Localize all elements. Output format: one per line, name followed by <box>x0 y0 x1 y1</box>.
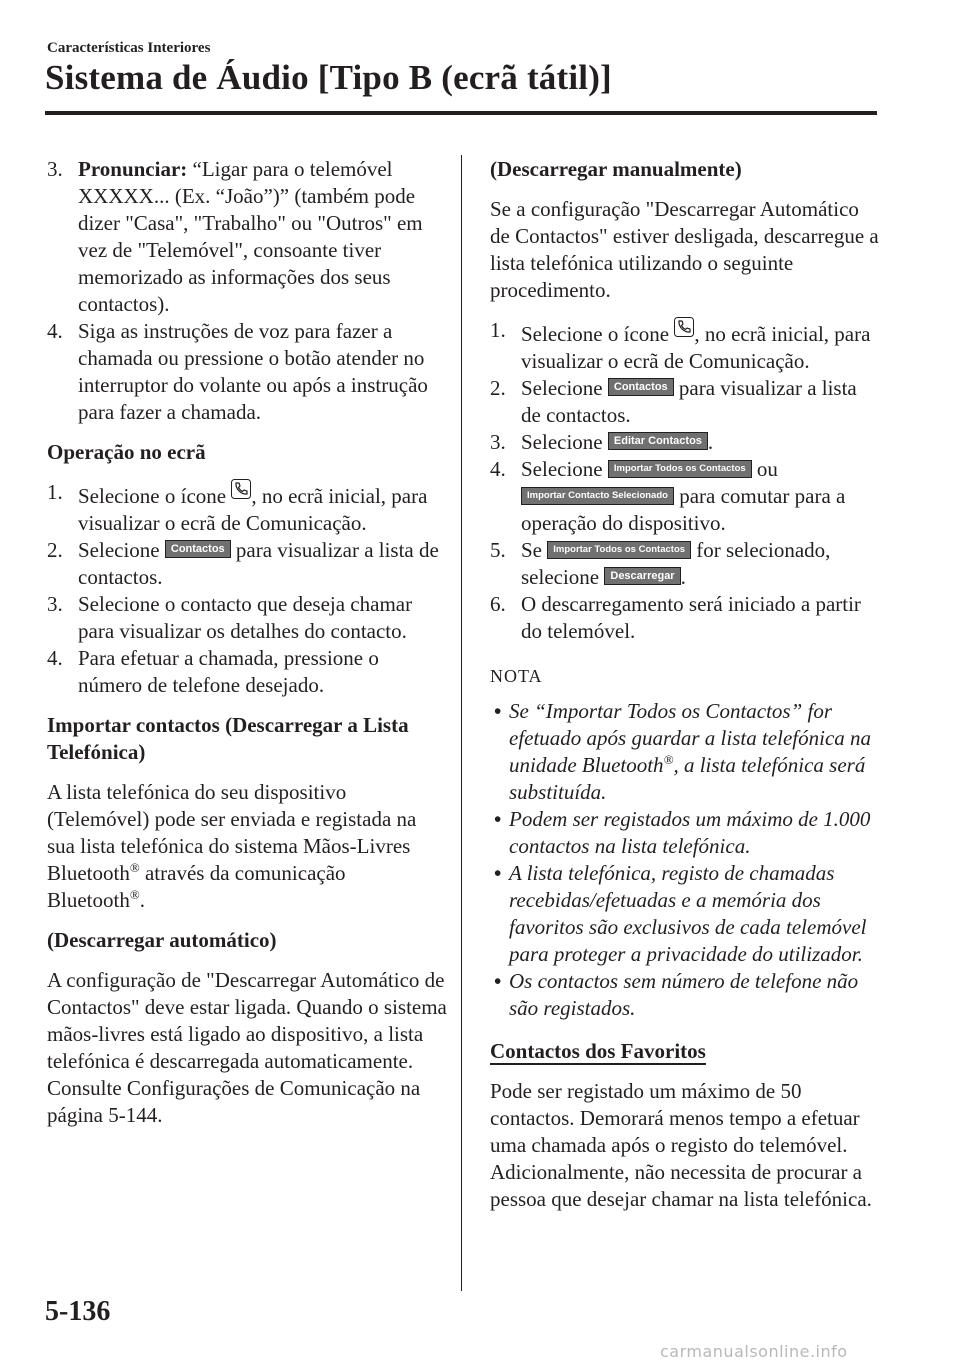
auto-paragraph: A configuração de "Descarregar Automático de Contactos" deve estar ligada. Quando o sistema mãos-livres está ligado ao dispositivo, a lista telefónica é descarregada automaticamente. <box>47 968 447 1073</box>
step-text: Selecione <box>521 430 608 454</box>
note-text: A lista telefónica, registo de chamadas recebidas/efetuadas e a memória dos favoritos são exclusivos de cada telemóvel para proteger a privacidade do utilizador. <box>509 861 867 966</box>
descarregar-button[interactable]: Descarregar <box>604 567 680 585</box>
screen-step-3 <box>47 591 447 645</box>
import-paragraph <box>47 779 447 914</box>
step-number: 4. <box>47 646 63 670</box>
step-number: 3. <box>47 157 63 181</box>
step-number: 2. <box>47 538 63 562</box>
paragraph-text: A lista telefónica do seu dispositivo (Telemóvel) pode ser enviada e registada na sua lista telefónica do sistema Mãos-Livres Bluetooth <box>47 780 417 885</box>
step-number: 4. <box>490 457 506 481</box>
manual-step-5 <box>490 537 880 591</box>
step-text: Para efetuar a chamada, pressione o número de telefone desejado. <box>78 646 379 697</box>
manual-step-6 <box>490 591 880 645</box>
importar-todos-button[interactable]: Importar Todos os Contactos <box>608 460 752 478</box>
auto-reference: Consulte Configurações de Comunicação na página 5-144. <box>47 1076 421 1127</box>
note-item <box>490 968 880 1022</box>
contactos-button[interactable]: Contactos <box>165 540 231 558</box>
step-number: 3. <box>47 592 63 616</box>
favorites-paragraph: Pode ser registado um máximo de 50 contactos. Demorará menos tempo a efetuar uma chamada após o registo do telemóvel. Adicionalmente, não necessita de procurar a pessoa que desejar chamar na lista telefónica. <box>490 1079 872 1211</box>
column-divider <box>461 155 462 1291</box>
step-number: 2. <box>490 376 506 400</box>
manual-step-4 <box>490 456 880 537</box>
note-list <box>490 698 880 1022</box>
bullet-icon: • <box>494 861 502 885</box>
note-item <box>490 698 880 806</box>
importar-selecionado-button[interactable]: Importar Contacto Selecionado <box>521 487 674 505</box>
watermark: carmanualsonline.info <box>660 1342 848 1361</box>
note-text: Podem ser registados um máximo de 1.000 contactos na lista telefónica. <box>509 807 871 858</box>
section-heading-manual-download: (Descarregar manualmente) <box>490 157 742 181</box>
note-text: Se “Importar Todos os Contactos” for efetuado após guardar a lista telefónica na unidade Bluetooth <box>509 699 872 777</box>
step-text: , no ecrã inicial, para visualizar o ecrã de Comunicação. <box>521 322 871 373</box>
editar-contactos-button[interactable]: Editar Contactos <box>608 432 708 450</box>
step-text: Se <box>521 538 548 562</box>
right-column <box>490 156 880 1213</box>
step-text: , no ecrã inicial, para visualizar o ecrã de Comunicação. <box>78 484 428 535</box>
note-item <box>490 860 880 968</box>
step-text: . <box>707 430 714 454</box>
section-heading-screen-operation: Operação no ecrã <box>47 440 206 464</box>
step-number: 3. <box>490 430 506 454</box>
screen-step-4 <box>47 645 447 699</box>
contactos-button[interactable]: Contactos <box>608 378 674 396</box>
page-number: 5-136 <box>45 1296 111 1327</box>
screen-step-1 <box>47 479 447 537</box>
importar-todos-button[interactable]: Importar Todos os Contactos <box>547 541 691 559</box>
registered-mark: ® <box>129 887 140 902</box>
bullet-icon: • <box>494 699 502 723</box>
note-text: , a lista telefónica será substituída. <box>509 753 866 804</box>
bullet-icon: • <box>494 807 502 831</box>
favorites-heading-wrap <box>490 1038 880 1065</box>
phone-icon <box>231 479 251 499</box>
manual-step-1 <box>490 317 880 375</box>
step-number: 4. <box>47 319 63 343</box>
paragraph-text: através da comunicação Bluetooth <box>47 861 346 912</box>
step-number: 6. <box>490 592 506 616</box>
step-text: . <box>680 565 686 589</box>
step-text: Selecione <box>78 538 165 562</box>
step-text: Siga as instruções de voz para fazer a chamada ou pressione o botão atender no interruptor do volante ou após a instrução para fazer a chamada. <box>78 319 428 424</box>
header-rule <box>45 111 877 115</box>
note-title: NOTA <box>490 666 543 686</box>
step-text: Selecione <box>521 457 608 481</box>
manual-step-3 <box>490 429 880 456</box>
step-text: ou <box>751 457 778 481</box>
step-text: para comutar para a operação do dispositivo. <box>521 484 846 535</box>
step-text: para visualizar a lista de contactos. <box>78 538 439 589</box>
bullet-icon: • <box>494 969 502 993</box>
screen-step-2 <box>47 537 447 591</box>
section-heading-favorites: Contactos dos Favoritos <box>490 1039 706 1063</box>
step-bold: Pronunciar: <box>78 157 188 181</box>
step-text: Selecione o contacto que deseja chamar para visualizar os detalhes do contacto. <box>78 592 413 643</box>
section-heading-import: Importar contactos (Descarregar a Lista Telefónica) <box>47 713 409 764</box>
note-item <box>490 806 880 860</box>
registered-mark: ® <box>129 860 140 875</box>
step-text: “Ligar para o telemóvel XXXXX... (Ex. “João”)” (também pode dizer "Casa", "Trabalho" ou "Outros" em vez de "Telemóvel", consoante tiver memorizado as informações dos seus contactos). <box>78 157 423 316</box>
step-number: 1. <box>47 480 63 504</box>
voice-step-3 <box>47 156 447 318</box>
registered-mark: ® <box>663 752 674 767</box>
note-text: Os contactos sem número de telefone não são registados. <box>509 969 859 1020</box>
step-text: for selecionado, selecione <box>521 538 831 589</box>
left-column <box>47 156 447 1129</box>
step-number: 1. <box>490 318 506 342</box>
manual-intro: Se a configuração "Descarregar Automático de Contactos" estiver desligada, descarregue a lista telefónica utilizando o seguinte procedimento. <box>490 197 879 302</box>
voice-step-4 <box>47 318 447 426</box>
step-text: O descarregamento será iniciado a partir do telemóvel. <box>521 592 861 643</box>
step-text: Selecione o ícone <box>78 484 232 508</box>
paragraph-text: . <box>139 888 145 912</box>
phone-icon <box>674 317 694 337</box>
section-heading-auto-download: (Descarregar automático) <box>47 928 277 952</box>
manual-step-2 <box>490 375 880 429</box>
step-text: Selecione o ícone <box>521 322 675 346</box>
section-label: Características Interiores <box>47 40 211 56</box>
page-title: Sistema de Áudio [Tipo B (ecrã tátil)] <box>45 58 612 97</box>
step-number: 5. <box>490 538 506 562</box>
step-text: Selecione <box>521 376 608 400</box>
step-text: para visualizar a lista de contactos. <box>521 376 857 427</box>
